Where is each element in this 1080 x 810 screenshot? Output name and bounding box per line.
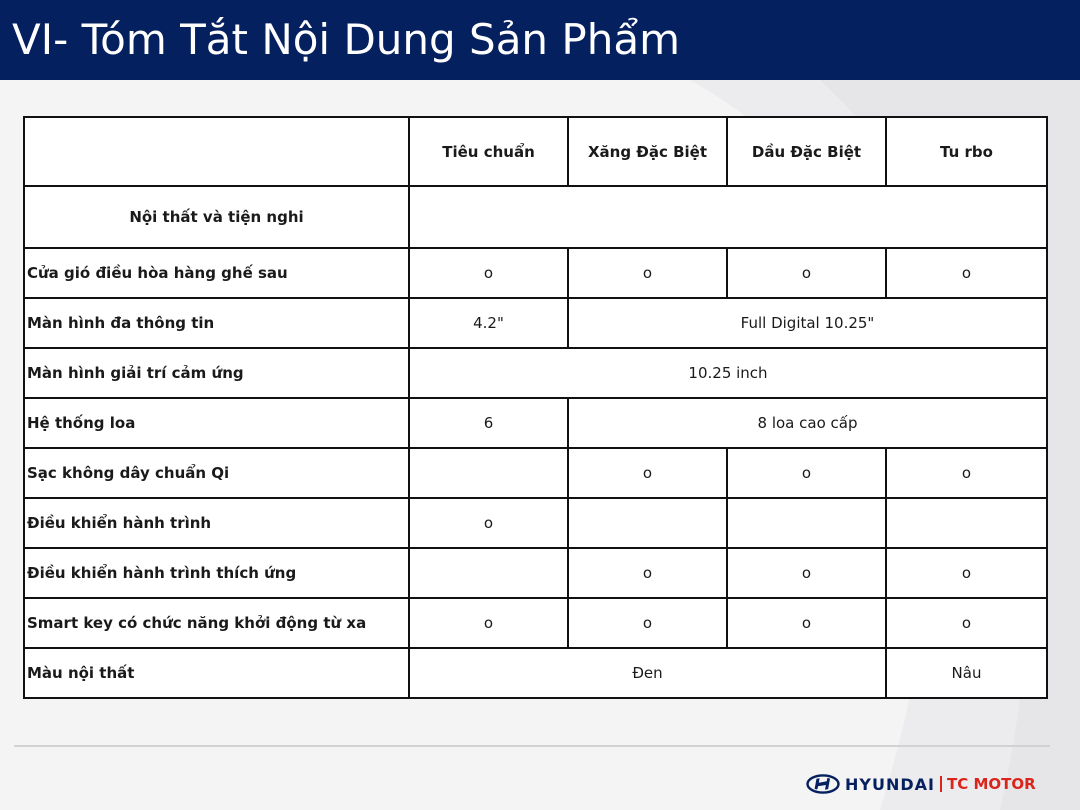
logo-separator xyxy=(940,776,942,792)
cell-value: 8 loa cao cấp xyxy=(568,398,1047,448)
row-label: Màn hình giải trí cảm ứng xyxy=(24,348,409,398)
table-row xyxy=(24,448,1047,498)
spec-table xyxy=(23,116,1048,699)
cell-value: o xyxy=(886,248,1047,298)
title-bar xyxy=(0,0,1080,80)
table-row xyxy=(24,498,1047,548)
header-cell-tieu-chuan: Tiêu chuẩn xyxy=(409,117,568,186)
table-row xyxy=(24,298,1047,348)
table-row xyxy=(24,548,1047,598)
table-row xyxy=(24,398,1047,448)
cell-value: Full Digital 10.25" xyxy=(568,298,1047,348)
row-label: Cửa gió điều hòa hàng ghế sau xyxy=(24,248,409,298)
table-row xyxy=(24,348,1047,398)
row-label: Sạc không dây chuẩn Qi xyxy=(24,448,409,498)
header-cell-turbo: Tu rbo xyxy=(886,117,1047,186)
cell-value: o xyxy=(727,248,886,298)
footer-logo xyxy=(806,773,1036,795)
cell-value xyxy=(886,498,1047,548)
cell-value: o xyxy=(568,548,727,598)
cell-value: o xyxy=(568,598,727,648)
cell-value: o xyxy=(727,598,886,648)
cell-value: 6 xyxy=(409,398,568,448)
cell-value: o xyxy=(886,548,1047,598)
row-label: Điều khiển hành trình xyxy=(24,498,409,548)
cell-value xyxy=(409,448,568,498)
cell-value xyxy=(727,498,886,548)
row-label: Điều khiển hành trình thích ứng xyxy=(24,548,409,598)
row-label: Màn hình đa thông tin xyxy=(24,298,409,348)
cell-value: 4.2" xyxy=(409,298,568,348)
hyundai-brand-text: HYUNDAI xyxy=(845,774,935,794)
cell-value: o xyxy=(568,248,727,298)
section-label: Nội thất và tiện nghi xyxy=(24,186,409,248)
hyundai-h-logo-icon xyxy=(806,774,840,794)
cell-value: o xyxy=(727,448,886,498)
cell-value: Đen xyxy=(409,648,886,698)
cell-value: o xyxy=(886,598,1047,648)
cell-value: o xyxy=(886,448,1047,498)
row-label: Hệ thống loa xyxy=(24,398,409,448)
header-cell-dau-dac-biet: Dầu Đặc Biệt xyxy=(727,117,886,186)
section-empty-cell xyxy=(409,186,1047,248)
table-row xyxy=(24,598,1047,648)
table-row xyxy=(24,248,1047,298)
row-label: Smart key có chức năng khởi động từ xa xyxy=(24,598,409,648)
table-row xyxy=(24,648,1047,698)
table-header-row xyxy=(24,117,1047,186)
cell-value: o xyxy=(409,498,568,548)
cell-value: o xyxy=(568,448,727,498)
footer-divider xyxy=(14,745,1050,747)
cell-value xyxy=(568,498,727,548)
slide-title: VI- Tóm Tắt Nội Dung Sản Phẩm xyxy=(12,15,681,64)
cell-value: o xyxy=(409,248,568,298)
header-cell-xang-dac-biet: Xăng Đặc Biệt xyxy=(568,117,727,186)
section-row xyxy=(24,186,1047,248)
cell-value xyxy=(409,548,568,598)
cell-value: o xyxy=(409,598,568,648)
row-label: Màu nội thất xyxy=(24,648,409,698)
cell-value: Nâu xyxy=(886,648,1047,698)
tc-motor-text: TC MOTOR xyxy=(946,775,1036,793)
cell-value: 10.25 inch xyxy=(409,348,1047,398)
header-cell-blank xyxy=(24,117,409,186)
cell-value: o xyxy=(727,548,886,598)
